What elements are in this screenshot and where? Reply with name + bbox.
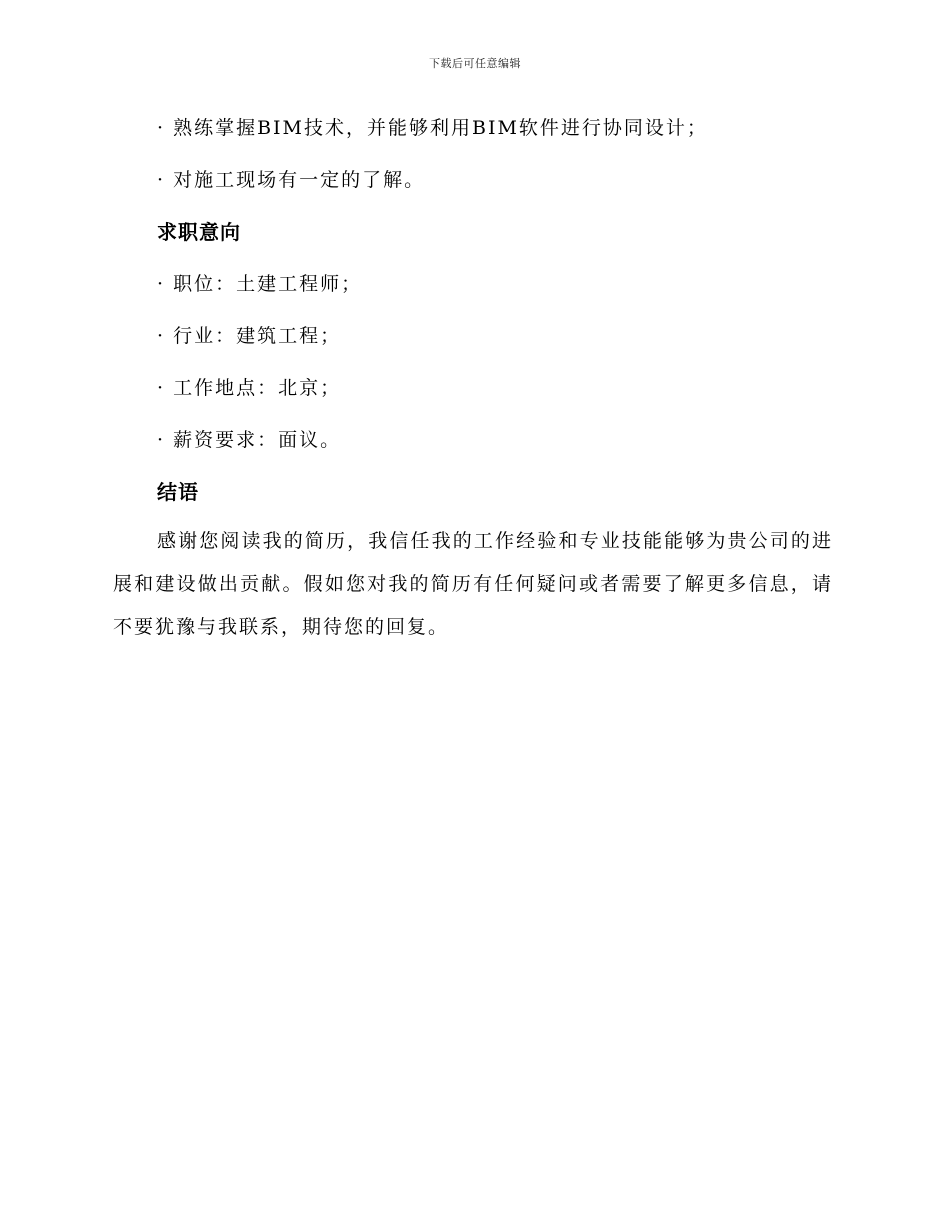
resume-content	[113, 112, 833, 649]
job-item-salary: · 薪资要求：面议。	[157, 429, 342, 451]
skill-item-site: · 对施工现场有一定的了解。	[157, 169, 426, 191]
job-item-location: · 工作地点：北京；	[157, 377, 342, 399]
section-title-conclusion: 结语	[157, 480, 199, 504]
page-header: 下载后可任意编辑	[429, 57, 521, 70]
job-item-industry: · 行业：建筑工程；	[157, 325, 342, 347]
section-title-job-intention: 求职意向	[157, 220, 241, 244]
conclusion-paragraph: 感谢您阅读我的简历，我信任我的工作经验和专业技能能够为贵公司的进展和建设做出贡献。假如您对我的简历有任何疑问或者需要了解更多信息，请不要犹豫与我联系，期待您的回复。	[113, 530, 833, 638]
job-item-position: · 职位：土建工程师；	[157, 273, 363, 295]
skill-item-bim: · 熟练掌握BIM技术，并能够利用BIM软件进行协同设计；	[157, 117, 708, 139]
